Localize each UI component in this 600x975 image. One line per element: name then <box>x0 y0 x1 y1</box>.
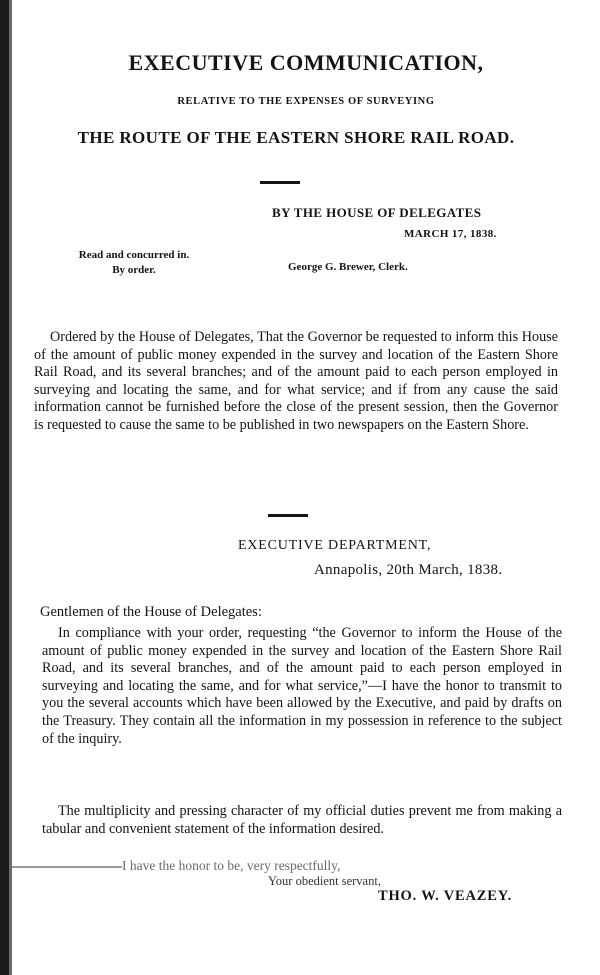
letter-signature: THO. W. VEAZEY. <box>378 888 513 904</box>
order-paragraph: Ordered by the House of Delegates, That the Governor be requested to inform this House of the amount of public money expended in the survey and location of the Eastern Shore Rail Road, and its several branches; and of the amount paid to each person employed in surveying and locating the same, and for what service; and if from any cause the said information cannot be furnished before the close of the present session, then the Governor is requested to cause the same to be published in two newspapers on the Eastern Shore. <box>34 329 558 433</box>
document-page <box>12 0 600 975</box>
executive-department-heading: EXECUTIVE DEPARTMENT, <box>238 538 432 553</box>
document-title: EXECUTIVE COMMUNICATION, <box>128 50 484 75</box>
letter-place-date: Annapolis, 20th March, 1838. <box>314 562 503 578</box>
letter-body-paragraph-1: In compliance with your order, requesting “the Governor to inform the House of the amount of public money expended in the survey and location of the Eastern Shore Rail Road, and its several branches, and of the amount paid to each person employed in surveying and locating the same, and for what service,”—I have the honor to transmit to you the several accounts which have been allowed by the Executive, and paid by drafts on the Treasury. They contain all the information in my possession in reference to the subject of the inquiry. <box>42 625 562 747</box>
letter-servant-line: Your obedient servant, <box>268 874 381 888</box>
read-concurred-line: Read and concurred in. <box>78 249 190 261</box>
document-subtitle: RELATIVE TO THE EXPENSES OF SURVEYING <box>177 96 435 107</box>
scan-fold-line <box>12 866 122 868</box>
read-concurred-note <box>54 248 214 278</box>
house-of-delegates-heading: BY THE HOUSE OF DELEGATES <box>272 205 482 220</box>
order-date: MARCH 17, 1838. <box>404 228 497 240</box>
letter-body-paragraph-2: The multiplicity and pressing character of my official duties prevent me from making a tabular and convenient statement of the information desired. <box>42 803 562 837</box>
clerk-signature: George G. Brewer, Clerk. <box>288 261 408 273</box>
document-title-route: THE ROUTE OF THE EASTERN SHORE RAIL ROAD. <box>77 128 515 147</box>
by-order-line: By order. <box>112 264 156 276</box>
divider-rule-middle <box>268 514 308 517</box>
letter-salutation: Gentlemen of the House of Delegates: <box>40 604 262 620</box>
letter-closing: I have the honor to be, very respectfully, <box>122 858 341 873</box>
divider-rule-top <box>260 181 300 184</box>
scan-edge-shadow <box>0 0 9 975</box>
